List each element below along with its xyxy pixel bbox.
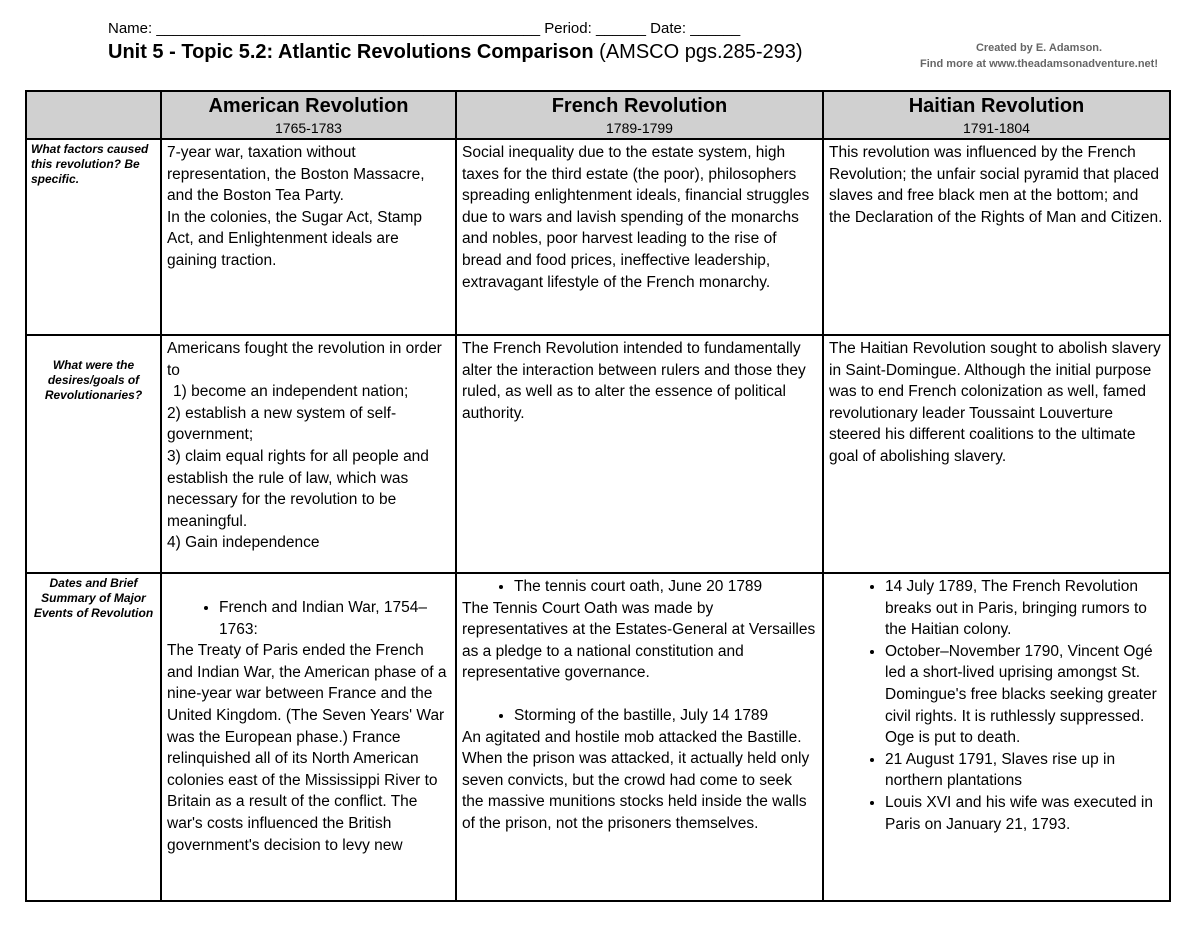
cell-american-goals (161, 335, 456, 573)
bullet-list (167, 597, 450, 640)
list-item: • Louis XVI and his wife was executed in Paris on January 21, 1793. (885, 792, 1164, 835)
cell-haitian-causes: This revolution was influenced by the French Revolution; the unfair social pyramid that placed slaves and free black men at the bottom; and the Declaration of the Rights of Man and Citizen. (823, 139, 1170, 335)
col-header-haitian (823, 91, 1170, 139)
text-line: 3) claim equal rights for all people and establish the rule of law, which was necessary for the revolution to be meaningful. (167, 447, 429, 530)
col-dates: 1789-1799 (606, 120, 673, 136)
col-dates: 1791-1804 (963, 120, 1030, 136)
bullet-list (462, 576, 817, 598)
list-item: • 14 July 1789, The French Revolution breaks out in Paris, bringing rumors to the Haitian colony. (885, 576, 1164, 641)
cell-american-events (161, 573, 456, 901)
cell-haitian-goals: The Haitian Revolution sought to abolish slavery in Saint-Domingue. Although the initial purpose was to end French colonization as well, famed revolutionary leader Toussaint Louverture steered his different coalitions to the ultimate goal of abolishing slavery. (823, 335, 1170, 573)
text-line: 7-year war, taxation without representation, the Boston Massacre, and the Boston Tea Party. (167, 144, 425, 205)
row-goals (26, 335, 1170, 573)
cell-american-causes (161, 139, 456, 335)
col-name: American Revolution (208, 95, 409, 117)
list-item: • October–November 1790, Vincent Ogé led a short-lived uprising amongst St. Domingue's free blacks seeking greater civil rights. It is ruthlessly suppressed. Oge is put to death. (885, 641, 1164, 749)
corner-cell (26, 91, 161, 139)
cell-french-events (456, 573, 823, 901)
credit-website: Find more at www.theadamsonadventure.net! (920, 58, 1158, 70)
credit-author: Created by E. Adamson. (975, 42, 1103, 54)
list-item: • 21 August 1791, Slaves rise up in northern plantations (885, 749, 1164, 792)
name-period-date-line: Name: ______________________________________________ Period: ______ Date: ______ (108, 20, 741, 37)
row-events (26, 573, 1170, 901)
text-line: 1) become an independent nation; (173, 383, 409, 401)
bullet-list (829, 576, 1164, 835)
col-dates: 1765-1783 (275, 120, 342, 136)
bullet-list (462, 705, 817, 727)
question-goals-text: What were the desires/goals of Revolutionaries? (44, 358, 143, 402)
col-name: Haitian Revolution (908, 95, 1085, 117)
cell-haitian-events (823, 573, 1170, 901)
list-item: • Storming of the bastille, July 14 1789 (514, 705, 817, 727)
text-line: 4) Gain independence (167, 534, 320, 552)
cell-french-causes: Social inequality due to the estate system, high taxes for the third estate (the poor), philosophers spreading enlightenment ideals, financial struggles due to wars and lavish spending of the monarchs and nobles, poor harvest leading to the rise of bread and food prices, ineffective leadership, extravagant lifestyle of the French monarchy. (456, 139, 823, 335)
question-goals (26, 335, 161, 573)
text-line: 2) establish a new system of self-government; (167, 404, 397, 444)
list-item: • French and Indian War, 1754–1763: (219, 597, 450, 640)
cell-french-goals: The French Revolution intended to fundamentally alter the interaction between rulers and those they ruled, as well as to alter the essence of political authority. (456, 335, 823, 573)
text-line: Americans fought the revolution in order to (167, 340, 442, 379)
header-row (26, 91, 1170, 139)
col-header-american (161, 91, 456, 139)
event-summary: An agitated and hostile mob attacked the Bastille. When the prison was attacked, it actually held only seven convicts, but the crowd had come to seek the massive munitions stocks held inside the walls of the prison, not the prisoners themselves. (462, 728, 810, 832)
credit (898, 40, 1180, 72)
event-summary: The Tennis Court Oath was made by representatives at the Estates-General at Versailles as a pledge to a national constitution and representative governance. (462, 599, 816, 682)
question-events: Dates and Brief Summary of Major Events of Revolution (26, 573, 161, 901)
col-name: French Revolution (551, 95, 728, 117)
comparison-table (25, 90, 1171, 902)
list-item: • The tennis court oath, June 20 1789 (514, 576, 817, 598)
title-main: Unit 5 - Topic 5.2: Atlantic Revolutions Comparison (108, 41, 594, 63)
row-causes (26, 139, 1170, 335)
title-pages: (AMSCO pgs.285-293) (599, 41, 803, 63)
event-summary: The Treaty of Paris ended the French and Indian War, the American phase of a nine-year war between France and the United Kingdom. (The Seven Years' War was the European phase.) France relinquished all of its North American colonies east of the Mississippi River to Britain as a result of the conflict. The war's costs influenced the British government's decision to levy new (167, 642, 447, 854)
question-causes: What factors caused this revolution? Be specific. (26, 139, 161, 335)
text-line: In the colonies, the Sugar Act, Stamp Act, and Enlightenment ideals are gaining traction. (167, 208, 423, 269)
col-header-french (456, 91, 823, 139)
page-title (108, 41, 803, 64)
